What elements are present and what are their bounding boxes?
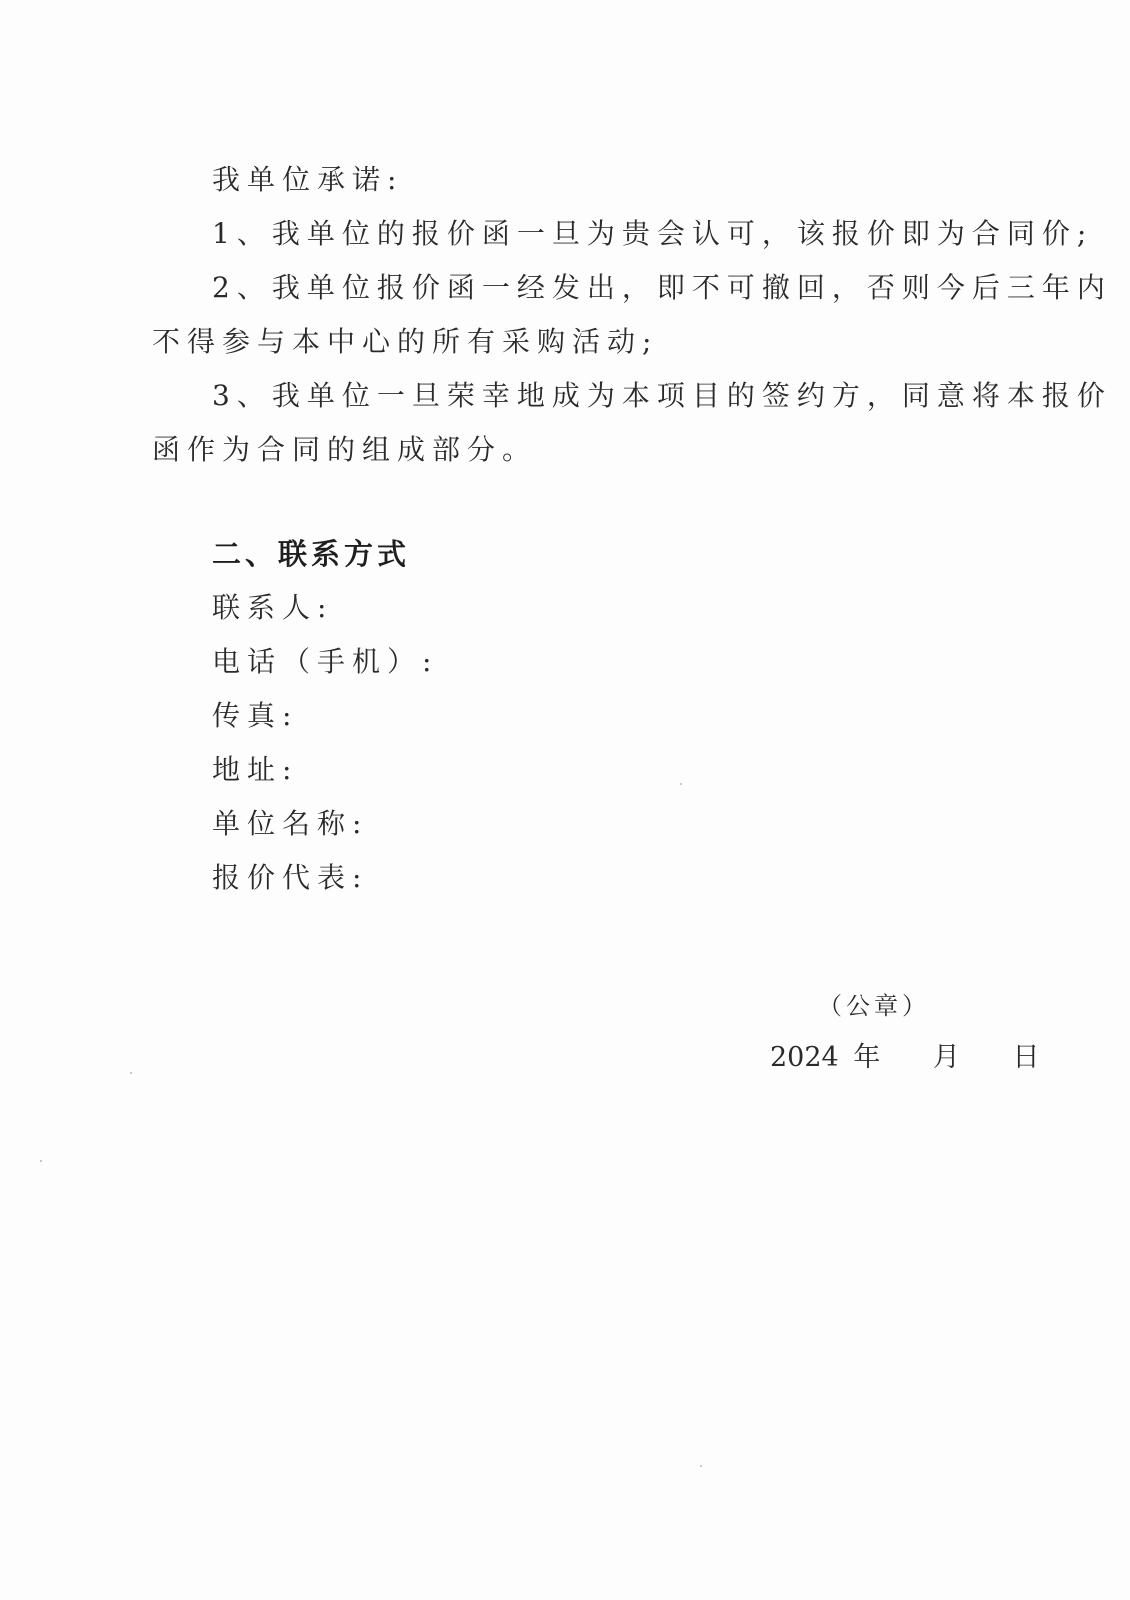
contact-fax-label: 传真:: [212, 699, 299, 732]
promise-item-2-line-2: 不得参与本中心的所有采购活动;: [152, 325, 659, 358]
promise-item-1: 1、我单位的报价函一旦为贵会认可，该报价即为合同价;: [212, 217, 1094, 250]
contact-representative-label: 报价代表:: [212, 861, 369, 894]
promise-item-2-line-1: 2、我单位报价函一经发出，即不可撤回，否则今后三年内: [212, 271, 1112, 304]
promise-item-3-line-2: 函作为合同的组成部分。: [152, 433, 538, 466]
contact-person-label: 联系人:: [212, 591, 334, 624]
contact-heading: 二、联系方式: [212, 537, 411, 571]
scan-speck: [130, 1072, 132, 1074]
signature-date: [770, 1040, 1040, 1076]
scan-speck: [40, 1160, 42, 1162]
seal-label: （公章）: [818, 992, 930, 1020]
promise-item-3-line-1: 3、我单位一旦荣幸地成为本项目的签约方，同意将本报价: [212, 379, 1112, 412]
scan-speck: [700, 1465, 702, 1467]
contact-address-label: 地址:: [212, 753, 299, 786]
date-year: 2024: [770, 1042, 839, 1073]
scan-speck: [680, 783, 682, 785]
contact-phone-label: 电话（手机）:: [212, 645, 439, 678]
date-day-unit: 日: [1012, 1042, 1040, 1073]
date-year-unit: 年: [853, 1042, 881, 1073]
date-month-unit: 月: [932, 1042, 960, 1073]
contact-unit-name-label: 单位名称:: [212, 807, 369, 840]
promise-intro: 我单位承诺:: [212, 163, 404, 196]
